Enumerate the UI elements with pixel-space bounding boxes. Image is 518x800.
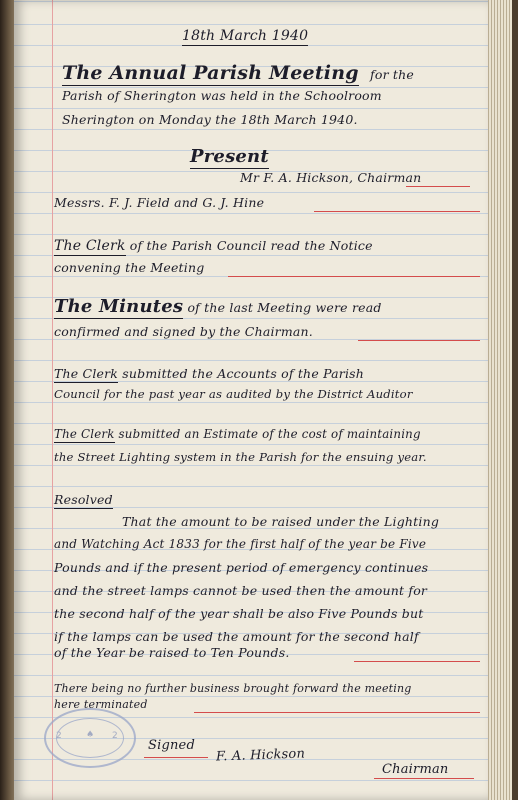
present-heading: Present [190,146,269,167]
paragraph-estimate-line-2: the Street Lighting system in the Parish for the ensuing year. [54,450,427,464]
paragraph-accounts-line-1: The Clerk submitted the Accounts of the Parish [54,366,365,381]
members-line: Messrs. F. J. Field and G. J. Hine [54,195,265,210]
paragraph-minutes-line-2: confirmed and signed by the Chairman. [54,324,313,339]
resolution-line-4: and the street lamps cannot be used then the amount for [54,583,428,598]
paragraph-notice-line-2: convening the Meeting [54,260,205,275]
red-rule [406,186,470,187]
red-rule [144,757,208,758]
signed-label: Signed [148,738,195,753]
red-rule [228,276,480,277]
red-rule [374,778,474,779]
resolution-line-2: and Watching Act 1833 for the first half of the year be Five [54,537,427,551]
chairman-line: Mr F. A. Hickson, Chairman [240,170,422,185]
meeting-title-line-2: Parish of Sherington was held in the Schoolroom [62,88,382,103]
ink-stamp-icon: 2 ♠ 2 [44,708,136,768]
red-rule [314,211,480,212]
paragraph-accounts-line-2: Council for the past year as audited by the District Auditor [54,387,413,401]
resolved-heading: Resolved [54,492,113,507]
red-rule [194,712,480,713]
resolution-line-1: That the amount to be raised under the Lighting [122,514,440,529]
paragraph-notice-line-1: The Clerk of the Parish Council read the Notice [54,238,373,254]
red-rule [354,661,480,662]
paragraph-estimate-line-1: The Clerk submitted an Estimate of the cost of maintaining [54,427,421,441]
date-heading: 18th March 1940 [182,28,309,44]
meeting-title-line-1: The Annual Parish Meeting for the [62,62,415,84]
resolution-line-6: if the lamps can be used the amount for the second half [54,629,419,644]
meeting-title: The Annual Parish Meeting [62,62,359,84]
red-rule [358,340,480,341]
meeting-title-line-3: Sherington on Monday the 18th March 1940. [62,112,358,127]
signatory-title: Chairman [382,762,449,777]
paragraph-minutes-line-1: The Minutes of the last Meeting were read [54,296,382,317]
resolution-line-5: the second half of the year shall be also Five Pounds but [54,606,424,621]
handwritten-signature: F. A. Hickson [215,746,306,765]
closing-line-1: There being no further business brought forward the meeting [54,682,412,695]
minute-book-page [14,0,488,800]
page-edges [486,0,518,800]
resolution-line-3: Pounds and if the present period of emergency continues [54,560,429,575]
resolution-line-7: of the Year be raised to Ten Pounds. [54,645,290,660]
closing-line-2: here terminated [54,698,148,711]
